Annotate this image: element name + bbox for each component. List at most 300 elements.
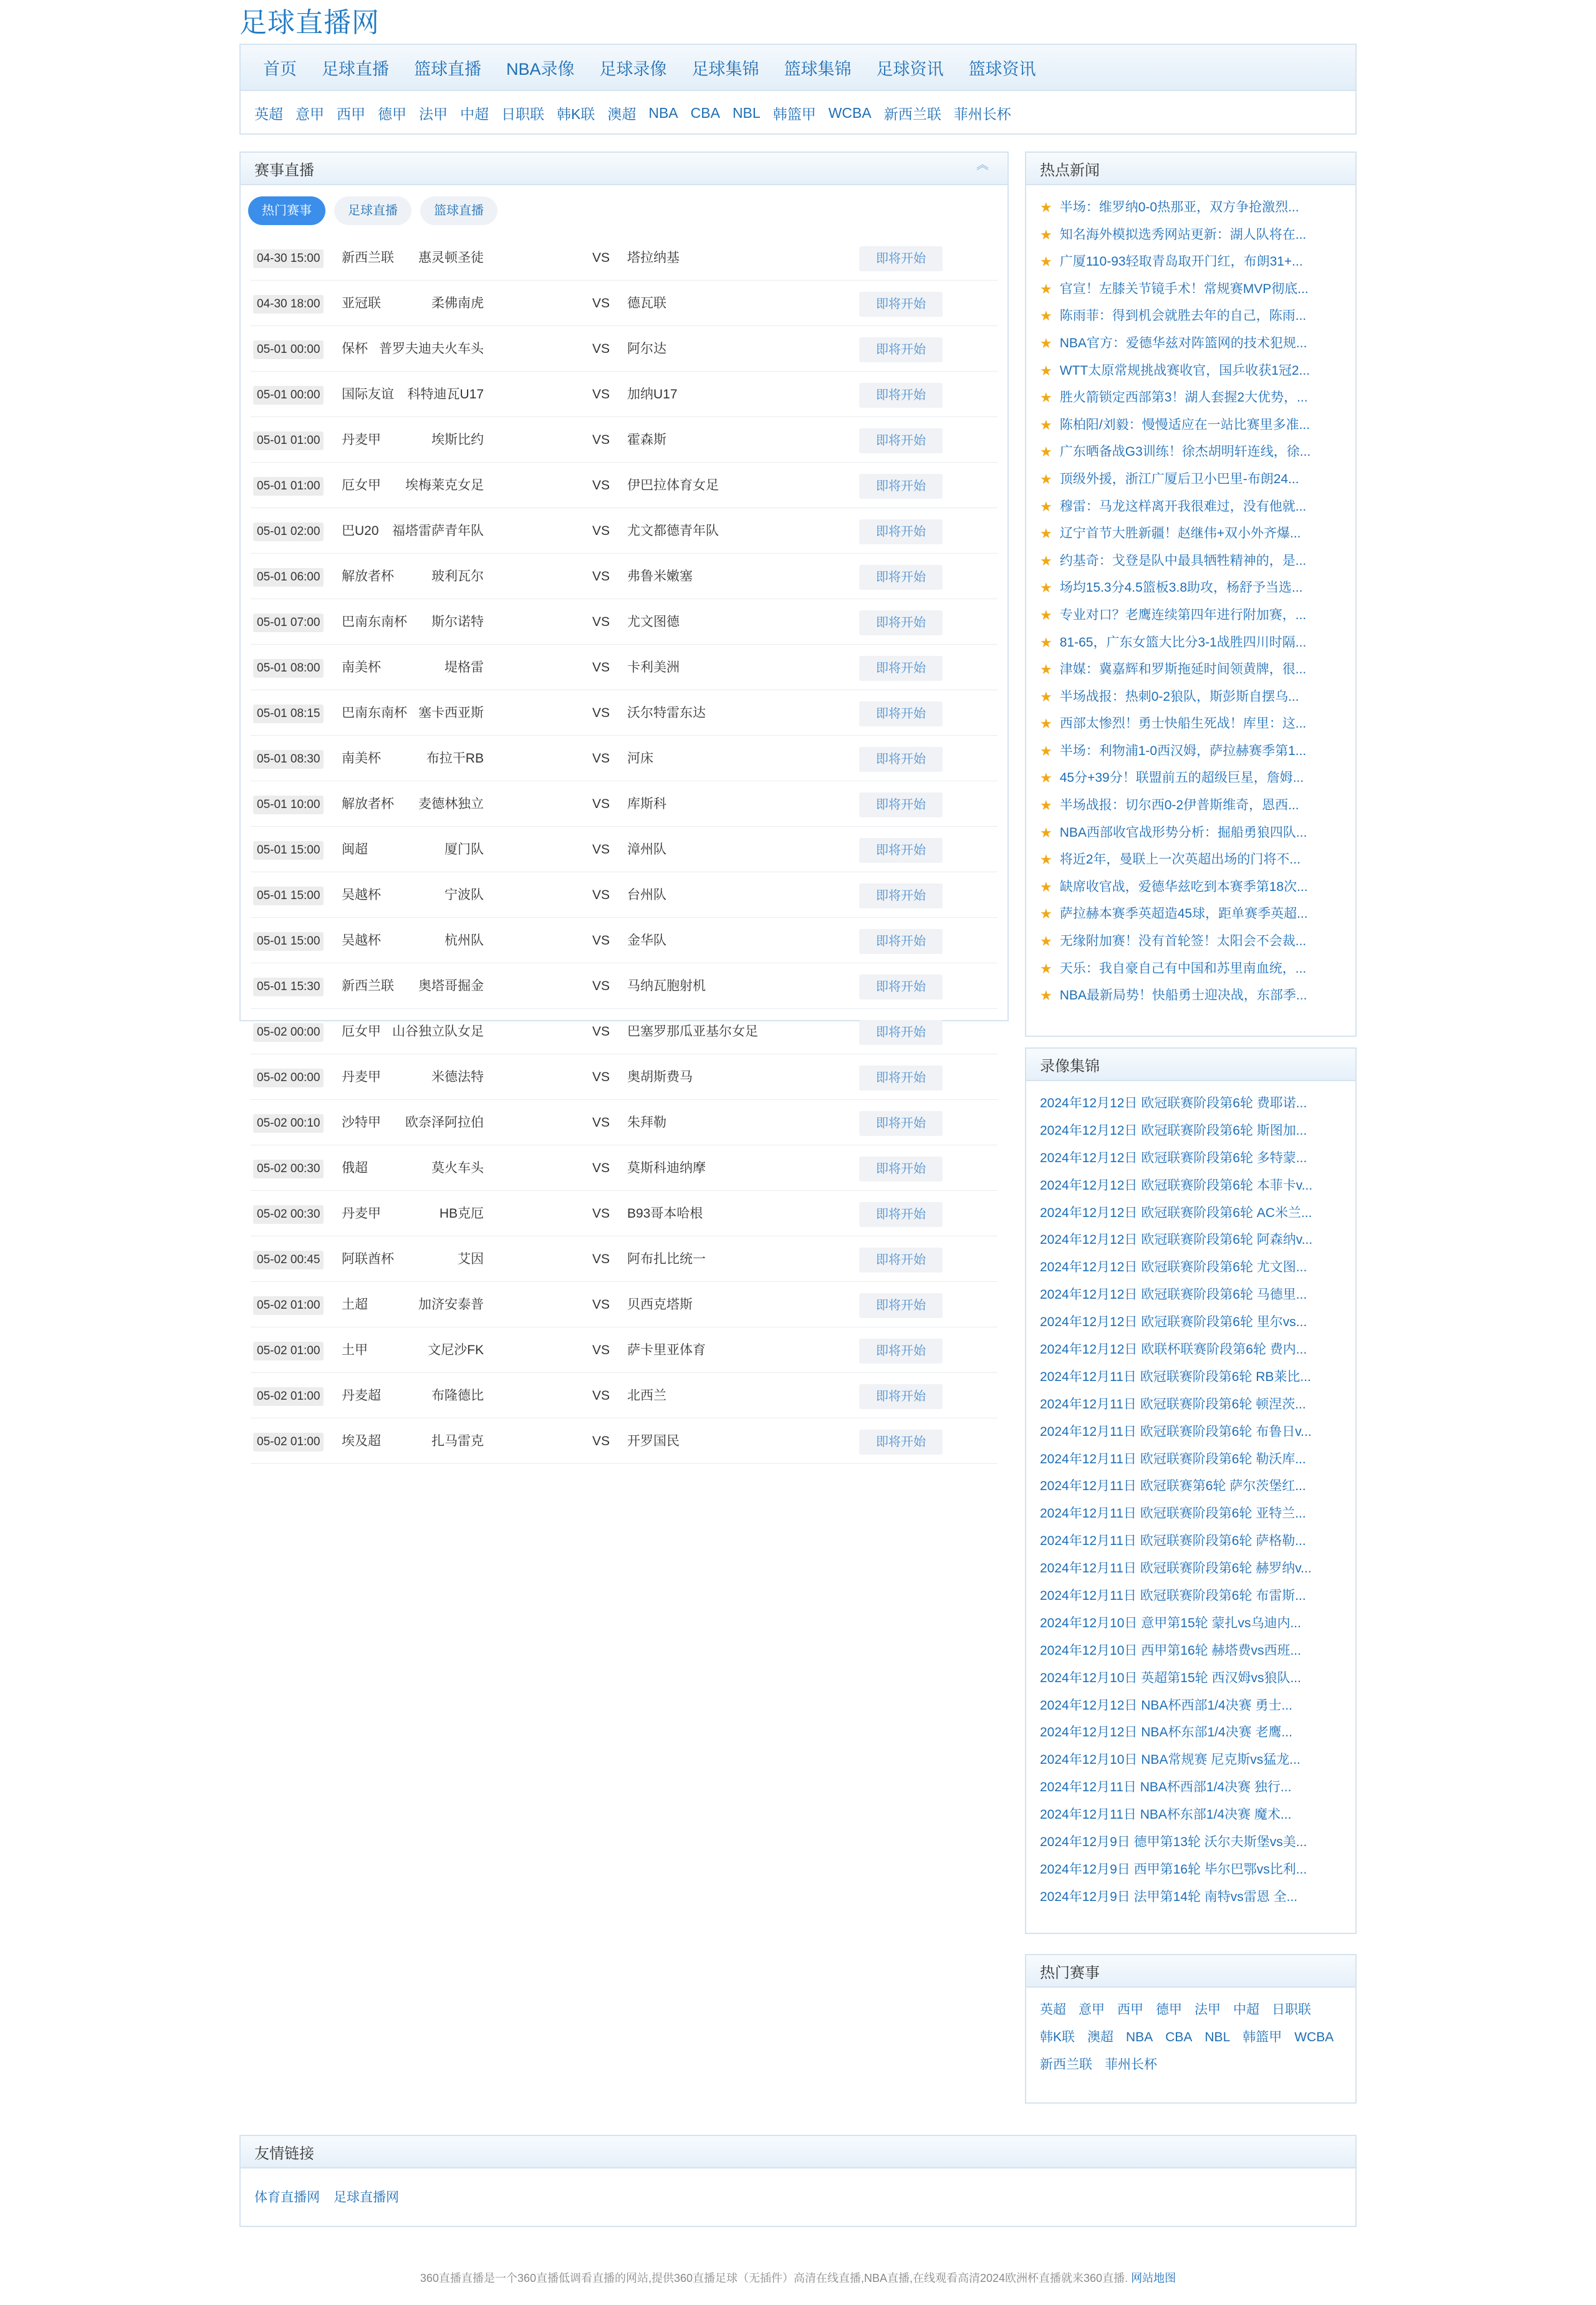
- news-item[interactable]: [1040, 928, 1355, 955]
- news-title[interactable]: 辽宁首节大胜新疆！赵继伟+双小外齐爆...: [1059, 526, 1301, 541]
- league-link[interactable]: WCBA: [828, 104, 872, 121]
- match-league: 新西兰联: [342, 979, 394, 993]
- star-icon: ★: [1040, 308, 1052, 324]
- news-title[interactable]: 广东晒备战G3训练！徐杰胡明轩连线，徐...: [1059, 445, 1311, 460]
- home-team: 埃斯比约: [431, 433, 484, 447]
- home-team: 文尼沙FK: [428, 1343, 484, 1357]
- news-item[interactable]: [1040, 493, 1355, 521]
- status-button[interactable]: 即将开始: [859, 1157, 943, 1181]
- league-link[interactable]: NBL: [732, 104, 761, 121]
- status-button[interactable]: 即将开始: [859, 929, 943, 954]
- nav-item[interactable]: 篮球直播: [414, 59, 481, 79]
- star-icon: ★: [1040, 662, 1052, 678]
- match-list: [241, 235, 1007, 1464]
- hot-tag[interactable]: 菲州长杯: [1105, 2057, 1157, 2072]
- league-link[interactable]: 德甲: [378, 105, 406, 122]
- nav-item[interactable]: 足球录像: [599, 59, 667, 79]
- news-title[interactable]: 81-65，广东女篮大比分3-1战胜四川时隔...: [1059, 635, 1307, 650]
- status-button[interactable]: 即将开始: [859, 656, 943, 681]
- news-title[interactable]: 陈柏阳/刘毅：慢慢适应在一站比赛里多准...: [1059, 417, 1310, 432]
- video-item[interactable]: 2024年12月12日 欧联杯联赛阶段第6轮 费内...: [1040, 1342, 1307, 1357]
- match-row: [251, 1191, 998, 1236]
- status-button[interactable]: 即将开始: [859, 974, 943, 999]
- vs-label: VS: [592, 1297, 610, 1312]
- hot-tag[interactable]: 澳超: [1087, 2030, 1114, 2044]
- status-button[interactable]: 即将开始: [859, 1430, 943, 1455]
- news-title[interactable]: 官宣！左膝关节镜手术！常规赛MVP彻底...: [1059, 281, 1309, 296]
- hot-tag[interactable]: 德甲: [1156, 2003, 1182, 2017]
- match-league: 丹麦甲: [342, 433, 381, 447]
- vs-label: VS: [592, 1252, 610, 1266]
- news-item[interactable]: [1040, 357, 1355, 385]
- collapse-icon[interactable]: ︽: [976, 158, 989, 172]
- league-link[interactable]: 日职联: [501, 105, 544, 122]
- footer-text: 360直播直播是一个360直播低调看直播的网站,提供360直播足球（无插件）高清在线直播,NBA直播,在线观看高清2024欧洲杯直播就来360直播.: [420, 2272, 1128, 2284]
- vs-label: VS: [592, 1343, 610, 1357]
- match-league: 闽超: [342, 842, 368, 857]
- video-item[interactable]: 2024年12月9日 德甲第13轮 沃尔夫斯堡vs美...: [1040, 1835, 1307, 1850]
- match-time: 05-01 01:00: [253, 431, 324, 450]
- news-title[interactable]: 广厦110-93轻取青岛取开门红，布朗31+...: [1059, 254, 1303, 269]
- match-league: 国际友谊: [342, 387, 394, 402]
- match-row: [251, 463, 998, 508]
- vs-label: VS: [592, 1070, 610, 1084]
- video-item[interactable]: 2024年12月12日 欧冠联赛阶段第6轮 斯图加...: [1040, 1123, 1307, 1138]
- news-item[interactable]: [1040, 248, 1355, 276]
- match-time: 05-02 01:00: [253, 1342, 324, 1360]
- news-item[interactable]: [1040, 873, 1355, 901]
- vs-label: VS: [592, 342, 610, 356]
- news-title[interactable]: 陈雨菲：得到机会就胜去年的自己，陈雨...: [1059, 309, 1307, 324]
- news-item[interactable]: [1040, 656, 1355, 683]
- news-item[interactable]: [1040, 276, 1355, 303]
- tab-1[interactable]: 足球直播: [334, 196, 411, 225]
- nav-item[interactable]: 篮球集锦: [784, 59, 852, 79]
- hot-panel-header: [1026, 1955, 1355, 1988]
- news-item[interactable]: [1040, 602, 1355, 629]
- match-league: 巴南东南杯: [342, 615, 407, 629]
- match-row: [251, 736, 998, 781]
- status-button[interactable]: 即将开始: [859, 838, 943, 863]
- vs-label: VS: [592, 1434, 610, 1448]
- match-time: 05-01 01:00: [253, 477, 324, 496]
- match-row: [251, 599, 998, 645]
- tab-0[interactable]: 热门赛事: [248, 196, 325, 225]
- match-row: [251, 235, 998, 281]
- video-item[interactable]: 2024年12月12日 NBA杯西部1/4决赛 勇士...: [1040, 1698, 1292, 1713]
- video-item[interactable]: 2024年12月12日 欧冠联赛阶段第6轮 里尔vs...: [1040, 1315, 1307, 1330]
- league-link[interactable]: 菲州长杯: [953, 105, 1011, 122]
- league-link[interactable]: 英超: [254, 105, 283, 122]
- match-row: [251, 645, 998, 690]
- vs-label: VS: [592, 888, 610, 902]
- friend-link[interactable]: 足球直播网: [334, 2190, 399, 2205]
- star-icon: ★: [1040, 906, 1052, 922]
- vs-label: VS: [592, 1161, 610, 1175]
- status-button[interactable]: 即将开始: [859, 292, 943, 317]
- news-title[interactable]: NBA西部收官战形势分析：掘船勇狼四队...: [1059, 825, 1307, 840]
- league-link[interactable]: 韩K联: [557, 105, 595, 122]
- news-item[interactable]: [1040, 955, 1355, 983]
- video-item[interactable]: 2024年12月11日 欧冠联赛阶段第6轮 布雷斯...: [1040, 1589, 1306, 1604]
- match-time: 05-01 15:00: [253, 887, 324, 905]
- match-league: 南美杯: [342, 660, 381, 675]
- away-team: 开罗国民: [627, 1434, 680, 1448]
- news-title[interactable]: 约基奇：戈登是队中最具牺牲精神的，是...: [1059, 553, 1307, 568]
- match-time: 05-01 02:00: [253, 522, 324, 541]
- star-icon: ★: [1040, 716, 1052, 732]
- match-time: 05-01 06:00: [253, 568, 324, 587]
- news-item[interactable]: [1040, 520, 1355, 547]
- news-item[interactable]: [1040, 384, 1355, 411]
- vs-label: VS: [592, 979, 610, 993]
- news-title[interactable]: WTT太原常规挑战赛收官，国乒收获1冠2...: [1059, 363, 1310, 378]
- match-row: [251, 1236, 998, 1282]
- home-team: HB克厄: [439, 1206, 484, 1221]
- away-team: 金华队: [627, 933, 666, 948]
- star-icon: ★: [1040, 878, 1052, 895]
- vs-label: VS: [592, 387, 610, 402]
- video-item[interactable]: 2024年12月10日 英超第15轮 西汉姆vs狼队...: [1040, 1670, 1301, 1685]
- status-button[interactable]: 即将开始: [859, 792, 943, 817]
- hot-tag[interactable]: CBA: [1165, 2030, 1193, 2044]
- news-title[interactable]: 无缘附加赛！没有首轮签！太阳会不会裁...: [1059, 934, 1307, 949]
- match-time: 05-01 07:00: [253, 614, 324, 632]
- video-item[interactable]: 2024年12月12日 欧冠联赛阶段第6轮 本菲卡v...: [1040, 1178, 1313, 1193]
- news-title[interactable]: 专业对口？老鹰连续第四年进行附加赛，...: [1059, 607, 1307, 622]
- match-league: 丹麦甲: [342, 1206, 381, 1221]
- status-button[interactable]: 即将开始: [859, 1248, 943, 1273]
- nav-item[interactable]: 足球集锦: [691, 59, 759, 79]
- video-item[interactable]: 2024年12月9日 法甲第14轮 南特vs雷恩 全...: [1040, 1889, 1298, 1904]
- match-time: 05-02 00:30: [253, 1205, 324, 1224]
- news-item[interactable]: [1040, 792, 1355, 819]
- news-item[interactable]: [1040, 547, 1355, 575]
- news-item[interactable]: [1040, 738, 1355, 765]
- match-league: 阿联酋杯: [342, 1252, 394, 1266]
- away-team: 贝西克塔斯: [627, 1297, 693, 1312]
- match-row: [251, 508, 998, 554]
- status-button[interactable]: 即将开始: [859, 428, 943, 453]
- nav-item[interactable]: 足球资讯: [876, 59, 944, 79]
- star-icon: ★: [1040, 797, 1052, 814]
- match-row: [251, 554, 998, 599]
- hot-panel-title: 热门赛事: [1040, 1964, 1100, 1981]
- status-button[interactable]: 即将开始: [859, 1111, 943, 1136]
- match-time: 05-01 15:30: [253, 978, 324, 996]
- match-time: 04-30 15:00: [253, 249, 324, 268]
- status-button[interactable]: 即将开始: [859, 610, 943, 635]
- match-time: 05-02 00:10: [253, 1114, 324, 1133]
- news-item[interactable]: [1040, 819, 1355, 847]
- league-link[interactable]: 韩篮甲: [772, 105, 816, 122]
- nav-item[interactable]: 首页: [263, 59, 297, 79]
- news-item[interactable]: [1040, 302, 1355, 330]
- video-item[interactable]: 2024年12月10日 意甲第15轮 蒙扎vs乌迪内...: [1040, 1615, 1301, 1630]
- live-tabs: [241, 185, 1007, 235]
- news-item[interactable]: [1040, 574, 1355, 602]
- star-icon: ★: [1040, 254, 1052, 270]
- match-row: [251, 1100, 998, 1145]
- status-button[interactable]: 即将开始: [859, 1339, 943, 1364]
- match-row: [251, 326, 998, 372]
- video-item[interactable]: 2024年12月10日 西甲第16轮 赫塔费vs西班...: [1040, 1643, 1301, 1658]
- match-row: [251, 417, 998, 463]
- match-row: [251, 918, 998, 963]
- live-panel-title: 赛事直播: [254, 161, 314, 179]
- away-team: 莫斯科迪纳摩: [627, 1161, 706, 1175]
- hot-tag[interactable]: 英超: [1040, 2003, 1066, 2017]
- news-title[interactable]: 天乐：我自豪自己有中国和苏里南血统，...: [1059, 961, 1307, 976]
- match-league: 沙特甲: [342, 1115, 381, 1130]
- video-item[interactable]: 2024年12月11日 欧冠联赛阶段第6轮 萨格勒...: [1040, 1534, 1306, 1549]
- home-team: 艾因: [458, 1252, 484, 1266]
- match-league: 巴U20: [342, 524, 379, 538]
- vs-label: VS: [592, 1115, 610, 1130]
- match-time: 05-02 00:00: [253, 1023, 324, 1042]
- star-icon: ★: [1040, 688, 1052, 705]
- news-item[interactable]: [1040, 411, 1355, 439]
- news-title[interactable]: 萨拉赫本赛季英超造45球，距单赛季英超...: [1059, 907, 1308, 922]
- away-team: 巴塞罗那瓜亚基尔女足: [627, 1024, 758, 1039]
- video-panel: [1025, 1047, 1357, 1934]
- news-title[interactable]: 津媒：冀嘉辉和罗斯拖延时间领黄牌，很...: [1059, 662, 1307, 677]
- league-link[interactable]: 法甲: [419, 105, 448, 122]
- status-button[interactable]: 即将开始: [859, 1384, 943, 1409]
- home-team: 普罗夫迪夫火车头: [379, 342, 484, 356]
- home-team: 麦德林独立: [418, 797, 484, 811]
- video-item[interactable]: 2024年12月11日 欧冠联赛阶段第6轮 勒沃库...: [1040, 1451, 1306, 1466]
- video-item[interactable]: 2024年12月12日 欧冠联赛阶段第6轮 尤文图...: [1040, 1260, 1307, 1275]
- vs-label: VS: [592, 478, 610, 493]
- match-league: 解放者杯: [342, 797, 394, 811]
- live-panel-header: [241, 153, 1007, 185]
- video-item[interactable]: 2024年12月10日 NBA常规赛 尼克斯vs猛龙...: [1040, 1753, 1300, 1768]
- home-team: 惠灵顿圣徒: [418, 251, 484, 265]
- home-team: 杭州队: [445, 933, 484, 948]
- match-time: 05-02 00:30: [253, 1160, 324, 1178]
- status-button[interactable]: 即将开始: [859, 1066, 943, 1090]
- video-item[interactable]: 2024年12月12日 欧冠联赛阶段第6轮 AC米兰...: [1040, 1205, 1312, 1220]
- match-row: [251, 1054, 998, 1100]
- home-team: 欧奈泽阿拉伯: [405, 1115, 484, 1130]
- news-item[interactable]: [1040, 710, 1355, 738]
- hot-tag[interactable]: 西甲: [1117, 2003, 1143, 2017]
- match-time: 05-02 01:00: [253, 1433, 324, 1451]
- hot-tag[interactable]: 中超: [1233, 2003, 1259, 2017]
- news-title[interactable]: 场均15.3分4.5篮板3.8助攻，杨舒予当选...: [1059, 580, 1303, 595]
- star-icon: ★: [1040, 390, 1052, 406]
- friend-link[interactable]: 体育直播网: [254, 2190, 320, 2205]
- video-item[interactable]: 2024年12月11日 欧冠联赛第6轮 萨尔茨堡红...: [1040, 1479, 1306, 1494]
- hot-tag[interactable]: 韩篮甲: [1243, 2030, 1282, 2044]
- hot-tag[interactable]: NBL: [1204, 2030, 1231, 2044]
- match-row: [251, 372, 998, 417]
- league-link[interactable]: 西甲: [337, 105, 365, 122]
- status-button[interactable]: 即将开始: [859, 701, 943, 726]
- hot-tag[interactable]: 法甲: [1195, 2003, 1221, 2017]
- vs-label: VS: [592, 569, 610, 584]
- status-button[interactable]: 即将开始: [859, 474, 943, 499]
- site-logo[interactable]: 足球直播网: [239, 7, 380, 38]
- news-item[interactable]: [1040, 629, 1355, 657]
- news-title[interactable]: 45分+39分！联盟前五的超级巨星，詹姆...: [1059, 771, 1304, 786]
- nav-box: [239, 44, 1357, 135]
- news-title[interactable]: NBA最新局势！快船勇士迎决战，东部季...: [1059, 988, 1307, 1003]
- news-item[interactable]: [1040, 683, 1355, 711]
- away-team: 沃尔特雷东达: [627, 706, 706, 720]
- video-item[interactable]: 2024年12月12日 欧冠联赛阶段第6轮 费耶诺...: [1040, 1096, 1307, 1110]
- league-link[interactable]: 新西兰联: [883, 105, 941, 122]
- links-panel-header: [241, 2136, 1355, 2168]
- match-league: 土甲: [342, 1343, 368, 1357]
- news-title[interactable]: 半场战报：热刺0-2狼队，斯彭斯自摆乌...: [1059, 689, 1299, 704]
- news-title[interactable]: 缺席收官战，爱德华兹吃到本赛季第18次...: [1059, 879, 1308, 894]
- match-league: 亚冠联: [342, 296, 381, 310]
- news-title[interactable]: 半场：利物浦1-0西汉姆，萨拉赫赛季第1...: [1059, 743, 1307, 758]
- video-item[interactable]: 2024年12月12日 NBA杯东部1/4决赛 老鹰...: [1040, 1725, 1292, 1740]
- match-time: 05-01 08:30: [253, 750, 324, 769]
- status-button[interactable]: 即将开始: [859, 565, 943, 590]
- sitemap-link[interactable]: 网站地图: [1131, 2272, 1176, 2284]
- news-item[interactable]: [1040, 330, 1355, 357]
- links-panel: [239, 2135, 1357, 2227]
- match-time: 05-01 10:00: [253, 796, 324, 814]
- status-button[interactable]: 即将开始: [859, 1020, 943, 1045]
- match-league: 吴越杯: [342, 888, 381, 902]
- news-title[interactable]: 穆雷：马龙这样离开我很难过，没有他就...: [1059, 499, 1307, 514]
- hot-tag[interactable]: 日职联: [1272, 2003, 1311, 2017]
- star-icon: ★: [1040, 335, 1052, 351]
- status-button[interactable]: 即将开始: [859, 337, 943, 362]
- news-title[interactable]: 半场战报：切尔西0-2伊普斯维奇，恩西...: [1059, 798, 1299, 813]
- vs-label: VS: [592, 797, 610, 811]
- tab-2[interactable]: 篮球直播: [420, 196, 498, 225]
- video-item[interactable]: 2024年12月12日 欧冠联赛阶段第6轮 多特蒙...: [1040, 1150, 1307, 1165]
- news-item[interactable]: [1040, 900, 1355, 928]
- video-item[interactable]: 2024年12月9日 西甲第16轮 毕尔巴鄂vs比利...: [1040, 1862, 1307, 1877]
- match-league: 新西兰联: [342, 251, 394, 265]
- star-icon: ★: [1040, 552, 1052, 569]
- video-item[interactable]: 2024年12月11日 NBA杯西部1/4决赛 独行...: [1040, 1780, 1292, 1795]
- away-team: 库斯科: [627, 797, 666, 811]
- match-league: 解放者杯: [342, 569, 394, 584]
- hot-tag[interactable]: 韩K联: [1040, 2030, 1075, 2044]
- news-panel-title: 热点新闻: [1040, 161, 1100, 179]
- home-team: 奥塔哥掘金: [418, 979, 484, 993]
- star-icon: ★: [1040, 416, 1052, 433]
- video-item[interactable]: 2024年12月11日 欧冠联赛阶段第6轮 亚特兰...: [1040, 1506, 1306, 1521]
- news-item[interactable]: [1040, 846, 1355, 873]
- status-button[interactable]: 即将开始: [859, 1293, 943, 1318]
- status-button[interactable]: 即将开始: [859, 519, 943, 544]
- news-title[interactable]: 半场：维罗纳0-0热那亚，双方争抢激烈...: [1059, 200, 1299, 214]
- news-title[interactable]: NBA官方：爱德华兹对阵篮网的技术犯规...: [1059, 335, 1307, 350]
- star-icon: ★: [1040, 960, 1052, 976]
- away-team: 台州队: [627, 888, 666, 902]
- star-icon: ★: [1040, 988, 1052, 1004]
- away-team: 北西兰: [627, 1388, 666, 1403]
- news-item[interactable]: [1040, 466, 1355, 493]
- hot-tag[interactable]: 意甲: [1079, 2003, 1105, 2017]
- video-item[interactable]: 2024年12月12日 欧冠联赛阶段第6轮 马德里...: [1040, 1287, 1307, 1302]
- news-title[interactable]: 西部太惨烈！勇士快船生死战！库里：这...: [1059, 716, 1307, 731]
- video-item[interactable]: 2024年12月11日 欧冠联赛阶段第6轮 RB莱比...: [1040, 1369, 1311, 1384]
- home-team: 加济安泰普: [418, 1297, 484, 1312]
- nav-item[interactable]: 篮球资讯: [968, 59, 1036, 79]
- hot-tag[interactable]: 新西兰联: [1040, 2057, 1092, 2072]
- away-team: 霍森斯: [627, 433, 666, 447]
- news-title[interactable]: 知名海外模拟选秀网站更新：湖人队将在...: [1059, 227, 1307, 242]
- status-button[interactable]: 即将开始: [859, 883, 943, 908]
- league-link[interactable]: 澳超: [607, 105, 637, 122]
- league-link[interactable]: CBA: [690, 104, 720, 121]
- match-row: [251, 1327, 998, 1373]
- star-icon: ★: [1040, 743, 1052, 759]
- news-item[interactable]: [1040, 982, 1355, 1009]
- links-panel-title: 友情链接: [254, 2145, 314, 2162]
- star-icon: ★: [1040, 281, 1052, 297]
- status-button[interactable]: 即将开始: [859, 246, 943, 271]
- away-team: 德瓦联: [627, 296, 666, 310]
- news-title[interactable]: 顶级外援，浙江广厦后卫小巴里-布朗24...: [1059, 471, 1299, 486]
- video-item[interactable]: 2024年12月11日 NBA杯东部1/4决赛 魔术...: [1040, 1807, 1292, 1822]
- match-time: 05-01 00:00: [253, 340, 324, 359]
- status-button[interactable]: 即将开始: [859, 1202, 943, 1227]
- league-link[interactable]: NBA: [648, 104, 678, 121]
- away-team: 阿布扎比统一: [627, 1252, 706, 1266]
- news-item[interactable]: [1040, 194, 1355, 221]
- star-icon: ★: [1040, 444, 1052, 460]
- star-icon: ★: [1040, 362, 1052, 378]
- news-list: [1026, 185, 1355, 1009]
- sub-nav: [241, 91, 1355, 135]
- news-title[interactable]: 将近2年，曼联上一次英超出场的门将不...: [1059, 852, 1300, 867]
- vs-label: VS: [592, 660, 610, 675]
- news-title[interactable]: 胜火箭锁定西部第3！湖人套握2大优势，...: [1059, 390, 1308, 405]
- match-league: 保杯: [342, 342, 368, 356]
- status-button[interactable]: 即将开始: [859, 383, 943, 408]
- nav-item[interactable]: NBA录像: [506, 59, 575, 79]
- vs-label: VS: [592, 1388, 610, 1403]
- match-time: 04-30 18:00: [253, 295, 324, 314]
- league-link[interactable]: 中超: [460, 105, 489, 122]
- video-item[interactable]: 2024年12月11日 欧冠联赛阶段第6轮 布鲁日v...: [1040, 1424, 1312, 1439]
- news-panel-header: [1026, 153, 1355, 185]
- news-item[interactable]: [1040, 764, 1355, 792]
- home-team: 扎马雷克: [431, 1434, 484, 1448]
- hot-tag[interactable]: NBA: [1126, 2030, 1153, 2044]
- star-icon: ★: [1040, 824, 1052, 840]
- away-team: 弗鲁米嫩塞: [627, 569, 693, 584]
- news-item[interactable]: [1040, 438, 1355, 466]
- league-link[interactable]: 意甲: [296, 105, 324, 122]
- away-team: 阿尔达: [627, 342, 666, 356]
- home-team: 埃梅莱克女足: [405, 478, 484, 493]
- status-button[interactable]: 即将开始: [859, 747, 943, 772]
- away-team: 漳州队: [627, 842, 666, 857]
- video-item[interactable]: 2024年12月12日 欧冠联赛阶段第6轮 阿森纳v...: [1040, 1233, 1313, 1248]
- video-item[interactable]: 2024年12月11日 欧冠联赛阶段第6轮 顿涅茨...: [1040, 1397, 1306, 1412]
- match-row: [251, 1373, 998, 1418]
- nav-item[interactable]: 足球直播: [322, 59, 389, 79]
- star-icon: ★: [1040, 933, 1052, 950]
- away-team: 尤文都德青年队: [627, 524, 719, 538]
- news-item[interactable]: [1040, 221, 1355, 249]
- away-team: 萨卡里亚体育: [627, 1343, 706, 1357]
- video-item[interactable]: 2024年12月11日 欧冠联赛阶段第6轮 赫罗纳v...: [1040, 1561, 1312, 1576]
- hot-tag[interactable]: WCBA: [1294, 2030, 1334, 2044]
